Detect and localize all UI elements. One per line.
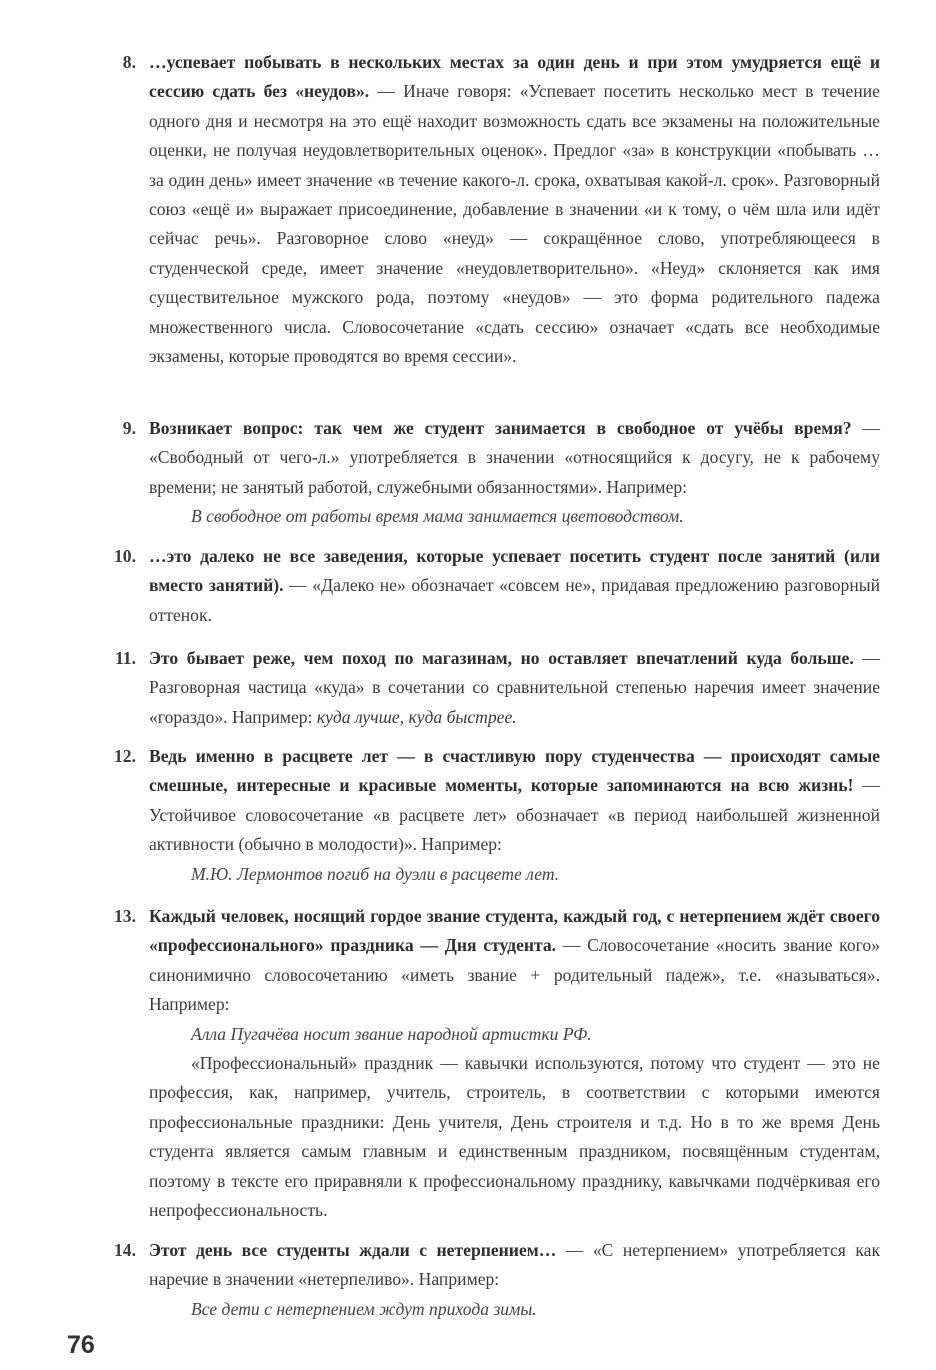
item-number: 14. <box>114 1240 136 1260</box>
commentary-item-11 <box>100 644 880 732</box>
page-number: 76 <box>67 1331 95 1359</box>
item-quote: Этот день все студенты ждали с нетерпением… <box>149 1240 557 1260</box>
item-body <box>149 1236 880 1324</box>
usage-example: М.Ю. Лермонтов погиб на дуэли в расцвете лет. <box>191 863 560 884</box>
item-explanation: — Словосочетание «носить звание кого» синонимично словосочетанию «иметь звание + родительный падеж», т.е. «называться». Например: <box>149 935 880 1015</box>
item-quote: Возникает вопрос: так чем же студент занимается в свободное от учёбы время? <box>149 418 852 438</box>
usage-example: В свободное от работы время мама занимается цветоводством. <box>191 506 684 527</box>
item-number: 10. <box>114 546 136 566</box>
item-explanation: — Разговорная частица «куда» в сочетании со сравнительной степенью наречия имеет значение «гораздо». Например: <box>149 648 880 727</box>
usage-example: Все дети с нетерпением ждут прихода зимы. <box>191 1298 537 1319</box>
item-explanation: — Иначе говоря: «Успевает посетить несколько мест в течение одного дня и несмотря на это ещё находит возможность сдать все экзамены на положительные оценки, не получая неудовлетворительных оценок». Предлог «за» в конструкции «побывать … за один день» имеет значение «в течение какого-л. срока, охватывая какой-л. срок». Разговорный союз «ещё и» выражает присоединение, добавление в значении «и к тому, о чём шла или идёт сейчас речь». Разговорное слово «неуд» — сокращённое слово, употребляющееся в студенческой среде, имеет значение «неудовлетворительно». «Неуд» склоняется как имя существительное мужского рода, поэтому «неудов» — это форма родительного падежа множественного числа. Словосочетание «сдать сессию» означает «сдать все необходимые экзамены, которые проводятся во время сессии». <box>149 81 880 367</box>
commentary-item-9 <box>100 414 880 532</box>
commentary-item-14 <box>100 1236 880 1324</box>
extra-paragraph: «Профессиональный» праздник — кавычки используются, потому что студент — это не профессия, как, например, учитель, строитель, в соответствии с которыми имеются профессиональные праздники: День учителя, День строителя и т.д. Но в то же время День студента является самым главным и единственным праздником, посвящённым студентам, поэтому в тексте его приравняли к профессиональному празднику, кавычками подчёркивая его непрофессиональность. <box>149 1053 880 1221</box>
item-body <box>149 644 880 732</box>
item-explanation: — «Далеко не» обозначает «совсем не», придавая предложению разговорный оттенок. <box>149 575 880 625</box>
commentary-item-12 <box>100 742 880 889</box>
commentary-item-13 <box>100 902 880 1225</box>
item-number: 8. <box>122 52 136 72</box>
item-explanation: — «Свободный от чего-л.» употребляется в значении «относящийся к досугу, не к рабочему времени; не занятый работой, служебными обязанностями». Например: <box>149 418 881 497</box>
item-quote: Ведь именно в расцвете лет — в счастливую пору студенчества — происходят самые смешные, интересные и красивые моменты, которые запоминаются на всю жизнь! <box>149 746 880 796</box>
item-body <box>149 542 880 630</box>
item-quote: …успевает побывать в нескольких местах за один день и при этом умудряется ещё и сессию сдать без «неудов». <box>149 52 880 102</box>
item-body <box>149 414 880 532</box>
item-body <box>149 48 880 371</box>
item-body <box>149 742 880 889</box>
commentary-item-8 <box>100 48 880 371</box>
item-quote: Это бывает реже, чем поход по магазинам, но оставляет впечатлений куда больше. <box>149 648 854 668</box>
commentary-item-10 <box>100 542 880 630</box>
item-body <box>149 902 880 1225</box>
item-quote: …это далеко не все заведения, которые успевает посетить студент после занятий (или вместо занятий). <box>149 546 880 596</box>
item-number: 13. <box>114 906 136 926</box>
item-explanation: — «С нетерпением» употребляется как наречие в значении «нетерпеливо». Например: <box>149 1240 880 1290</box>
item-number: 12. <box>114 746 136 766</box>
item-number: 11. <box>114 648 136 668</box>
item-quote: Каждый человек, носящий гордое звание студента, каждый год, с нетерпением ждёт своего «профессионального» праздника — Дня студента. <box>149 906 880 956</box>
item-number: 9. <box>122 418 136 438</box>
inline-example: куда лучше, куда быстрее. <box>316 706 517 727</box>
item-explanation: — Устойчивое словосочетание «в расцвете лет» обозначает «в период наибольшей жизненной активности (обычно в молодости)». Например: <box>149 775 880 855</box>
usage-example: Алла Пугачёва носит звание народной артистки РФ. <box>191 1023 592 1044</box>
